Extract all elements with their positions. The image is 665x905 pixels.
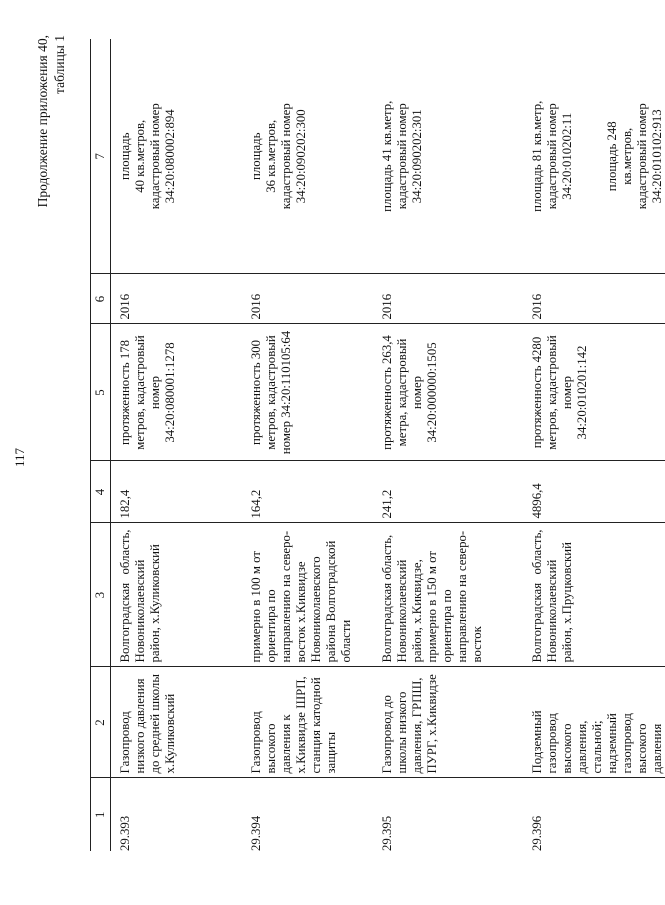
area-line: площадь bbox=[118, 132, 132, 181]
area-line: 40 кв.метров, bbox=[133, 119, 147, 193]
col-header-5: 5 bbox=[91, 324, 111, 461]
object-location: Волгоградская область, Новониколаевский район, х.Куликовский bbox=[111, 523, 242, 667]
area-line: площадь bbox=[248, 132, 263, 181]
col-header-1: 1 bbox=[91, 778, 111, 851]
table-row bbox=[523, 39, 665, 851]
table-row bbox=[111, 39, 242, 851]
object-name: Газопровод до школы низкого давления, ГРПШ, ПУРГ, х.Киквидзе bbox=[373, 667, 523, 778]
table-row bbox=[242, 39, 373, 851]
area-line: 34:20:080002:894 bbox=[163, 109, 177, 204]
object-year: 2016 bbox=[242, 274, 373, 324]
area-line: кв.метров, bbox=[619, 127, 634, 185]
col-header-4: 4 bbox=[91, 461, 111, 523]
area-line: кадастровый номер bbox=[394, 103, 409, 210]
object-area bbox=[523, 39, 665, 274]
page-number: 117 bbox=[12, 447, 27, 467]
area-line: кадастровый номер bbox=[544, 103, 559, 210]
object-length: протяженность 178 метров, кадастровый номер 34:20:080001:1278 bbox=[111, 324, 242, 461]
area-spacer bbox=[575, 43, 605, 270]
object-location: примерно в 100 м от ориентира по направлению на северо-восток х.Киквидзе Новониколаевского района Волгоградской области bbox=[242, 523, 373, 667]
col-header-2: 2 bbox=[91, 667, 111, 778]
col-header-3: 3 bbox=[91, 523, 111, 667]
area-line: кадастровый номер bbox=[634, 103, 649, 210]
object-area bbox=[373, 39, 523, 274]
continuation-note bbox=[34, 35, 68, 265]
continuation-line-2: таблицы 1 bbox=[52, 35, 67, 94]
object-length: протяженность 300 метров, кадастровый номер 34:20:110105:64 bbox=[242, 324, 373, 461]
row-number: 29.393 bbox=[118, 815, 132, 851]
col-header-6: 6 bbox=[91, 274, 111, 324]
area-line: 36 кв.метров, bbox=[263, 119, 278, 193]
area-line: 34:20:090202:300 bbox=[293, 109, 308, 204]
area-line: площадь 81 кв.метр, bbox=[529, 100, 544, 212]
object-name: Газопровод высокого давления к х.Киквидзе ШРП, станция катодной защиты bbox=[242, 667, 373, 778]
object-year: 2016 bbox=[523, 274, 665, 324]
table-row bbox=[373, 39, 523, 851]
object-value: 182,4 bbox=[111, 461, 242, 523]
area-line: 34:20:090202:301 bbox=[409, 109, 424, 204]
area-line: площадь 41 кв.метр, bbox=[379, 100, 394, 212]
object-value: 241,2 bbox=[373, 461, 523, 523]
object-location: Волгоградская область, Новониколаевский район, х.Киквидзе, примерно в 150 м от ориентира по направлению на северо-восток bbox=[373, 523, 523, 667]
object-length: протяженность 4280 метров, кадастровый номер 34:20:010201:142 bbox=[523, 324, 665, 461]
object-value: 4896,4 bbox=[523, 461, 665, 523]
header-row bbox=[91, 39, 111, 851]
object-location: Волгоградская область, Новониколаевский район, х.Пруцковский bbox=[523, 523, 665, 667]
object-value: 164,2 bbox=[242, 461, 373, 523]
continuation-line-1: Продолжение приложения 40, bbox=[35, 35, 50, 208]
object-name: Подземный газопровод высокого давления, стальной; надземный газопровод высокого давления bbox=[523, 667, 665, 778]
object-area bbox=[242, 39, 373, 274]
object-length: протяженность 263,4 метра, кадастровый номер 34:20:000000:1505 bbox=[373, 324, 523, 461]
area-line: 34:20:010102:913 bbox=[649, 109, 664, 204]
property-table bbox=[90, 39, 665, 851]
row-number: 29.394 bbox=[248, 815, 263, 851]
object-year: 2016 bbox=[111, 274, 242, 324]
col-header-7: 7 bbox=[91, 39, 111, 274]
object-year: 2016 bbox=[373, 274, 523, 324]
area-line: кадастровый номер bbox=[148, 103, 162, 210]
row-number: 29.396 bbox=[529, 815, 544, 851]
row-number: 29.395 bbox=[379, 815, 394, 851]
object-area bbox=[111, 39, 242, 274]
area-line: площадь 248 bbox=[604, 121, 619, 192]
area-line: кадастровый номер bbox=[278, 103, 293, 210]
area-line: 34:20:010202:11 bbox=[559, 112, 574, 200]
object-name: Газопровод низкого давления до средней школы х.Куликовский bbox=[111, 667, 242, 778]
